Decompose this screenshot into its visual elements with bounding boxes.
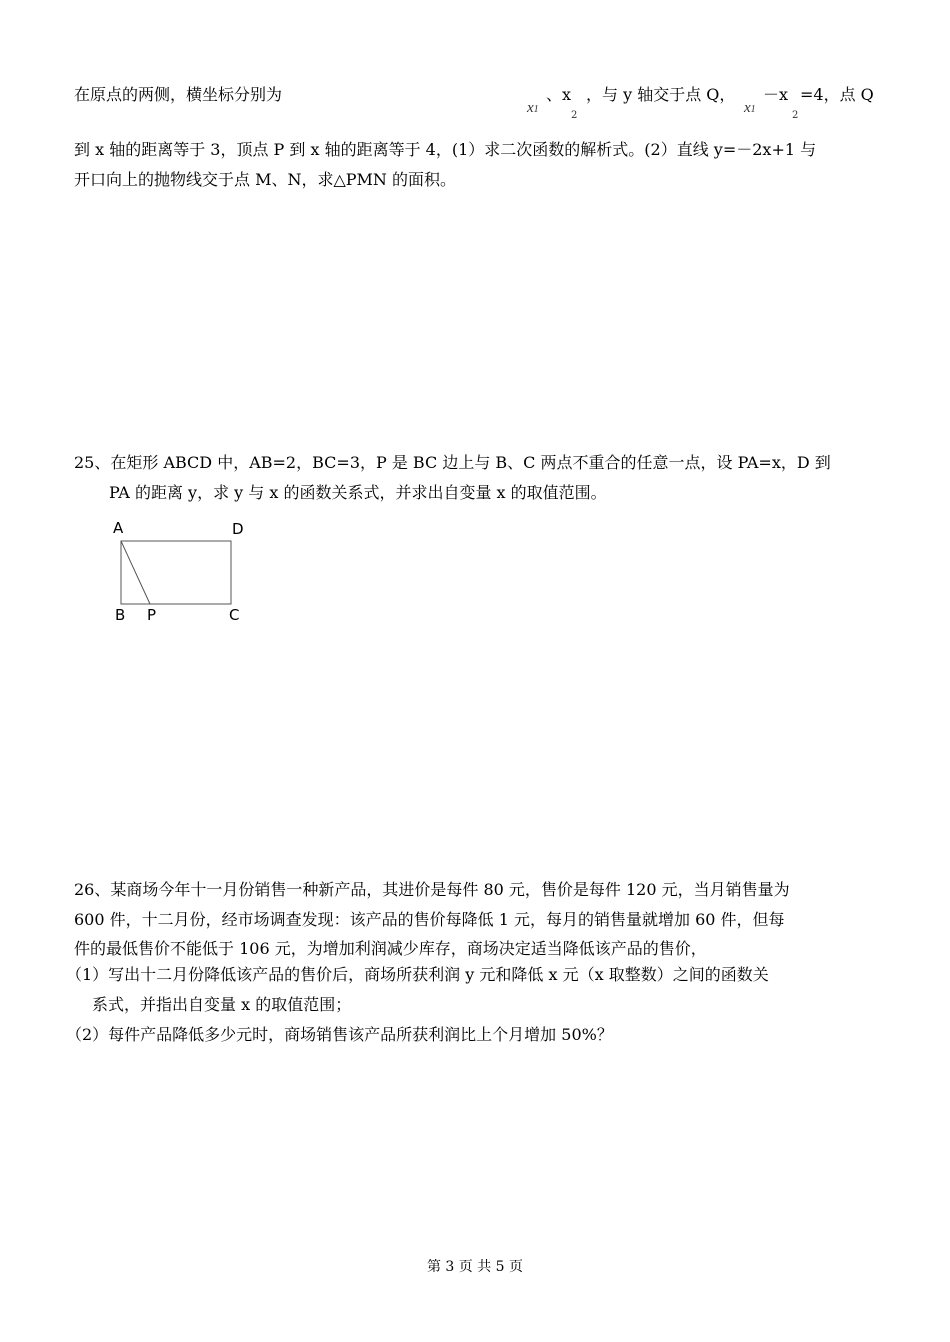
p24-line1-suffix: =4，点 Q bbox=[800, 85, 874, 104]
p24-x2-subscript-2: 2 bbox=[792, 110, 799, 121]
p24-minus-x2: －x bbox=[763, 85, 789, 104]
p26-line2: 600 件，十二月份，经市场调查发现：该产品的售价每降低 1 元，每月的销售量就增加 60 件，但每 bbox=[74, 910, 785, 929]
label-c: C bbox=[229, 606, 240, 624]
p26-line1: 26、某商场今年十一月份销售一种新产品，其进价是每件 80 元，售价是每件 120 元，当月销售量为 bbox=[74, 880, 790, 899]
p24-x2-subscript: 2 bbox=[571, 110, 578, 121]
page-number: 第 3 页 共 5 页 bbox=[426, 1259, 524, 1275]
p26-line6: （2）每件产品降低多少元时，商场销售该产品所获利润比上个月增加 50%？ bbox=[66, 1025, 613, 1044]
p25-line1: 25、在矩形 ABCD 中，AB=2，BC=3，P 是 BC 边上与 B、C 两点不重合的任意一点，设 PA=x，D 到 bbox=[74, 453, 831, 472]
p24-x1-symbol: x1 bbox=[527, 100, 539, 116]
p24-line3: 开口向上的抛物线交于点 M、N，求△PMN 的面积。 bbox=[74, 170, 457, 189]
label-a: A bbox=[113, 519, 124, 537]
rectangle-abcd bbox=[121, 541, 231, 604]
p24-line1-prefix: 在原点的两侧，横坐标分别为 bbox=[74, 85, 283, 104]
label-d: D bbox=[232, 520, 244, 538]
rectangle-figure bbox=[105, 515, 255, 630]
p24-line2: 到 x 轴的距离等于 3，顶点 P 到 x 轴的距离等于 4，(1）求二次函数的解析式。(2）直线 y=－2x+1 与 bbox=[74, 140, 817, 159]
label-p: P bbox=[147, 606, 157, 624]
p24-x2-text: 、x bbox=[546, 85, 572, 104]
p24-x1-symbol-2: x1 bbox=[744, 100, 756, 116]
p24-line1-middle: ，与 y 轴交于点 Q， bbox=[586, 85, 736, 104]
label-b: B bbox=[115, 606, 126, 624]
p25-line2: PA 的距离 y，求 y 与 x 的函数关系式，并求出自变量 x 的取值范围。 bbox=[109, 483, 607, 502]
p26-line3: 件的最低售价不能低于 106 元，为增加利润减少库存，商场决定适当降低该产品的售价， bbox=[74, 939, 707, 958]
p26-line4: （1）写出十二月份降低该产品的售价后，商场所获利润 y 元和降低 x 元（x 取整数）之间的函数关 bbox=[66, 965, 769, 984]
segment-pa bbox=[121, 541, 150, 604]
p26-line5: 系式，并指出自变量 x 的取值范围； bbox=[92, 995, 352, 1014]
